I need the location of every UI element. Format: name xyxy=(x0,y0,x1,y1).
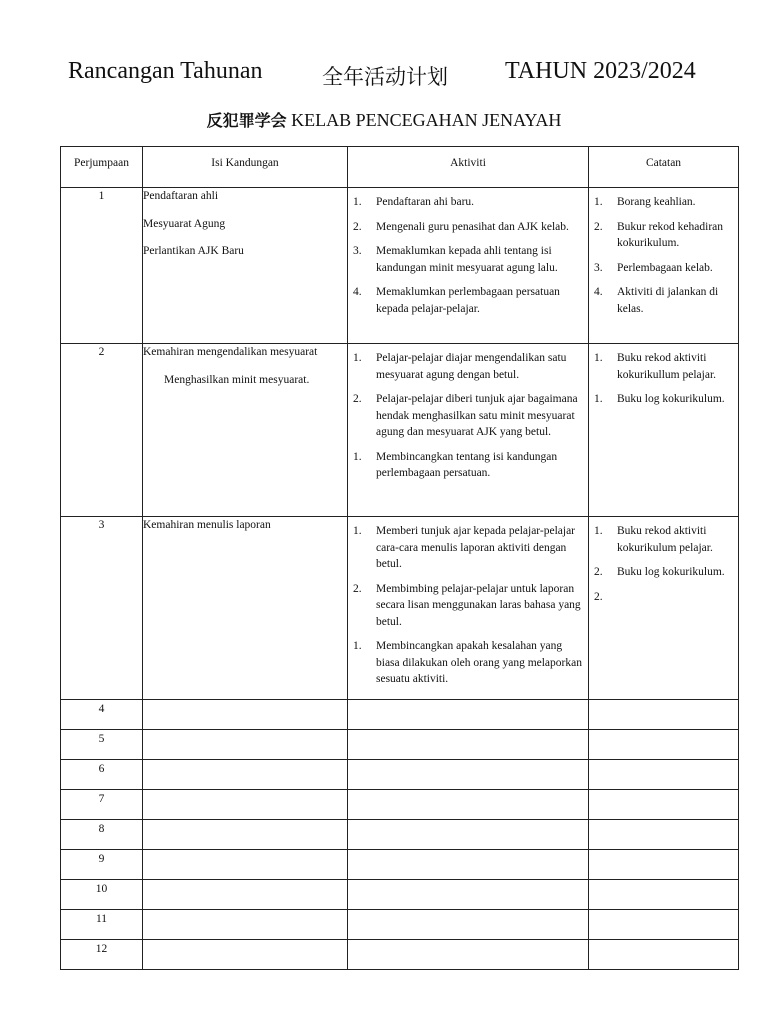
meeting-number: 3 xyxy=(61,517,143,700)
activity-cell xyxy=(348,344,589,517)
list-item xyxy=(353,523,582,573)
content-cell xyxy=(143,850,348,880)
annual-plan-table xyxy=(60,146,739,970)
notes-cell xyxy=(589,940,739,970)
list-item xyxy=(353,391,582,441)
content-cell xyxy=(143,820,348,850)
item-text: Pendaftaran ahi baru. xyxy=(376,196,475,208)
header-catatan: Catatan xyxy=(589,147,739,188)
header-perjumpaan: Perjumpaan xyxy=(61,147,143,188)
meeting-number: 5 xyxy=(61,730,143,760)
item-text: Perlembagaan kelab. xyxy=(617,261,713,274)
notes-cell xyxy=(589,850,739,880)
list-item xyxy=(594,564,732,581)
content-line: Kemahiran menulis laporan xyxy=(143,519,271,531)
activity-cell xyxy=(348,730,589,760)
item-text: Mengenali guru penasihat dan AJK kelab. xyxy=(376,220,569,233)
meeting-number: 8 xyxy=(61,820,143,850)
content-cell xyxy=(143,940,348,970)
content-cell xyxy=(143,790,348,820)
activity-cell xyxy=(348,940,589,970)
list-item xyxy=(353,449,582,482)
table-row xyxy=(61,820,739,850)
activity-list xyxy=(348,188,588,323)
notes-cell xyxy=(589,880,739,910)
list-item xyxy=(594,350,732,383)
item-number: 2. xyxy=(594,566,603,578)
list-item xyxy=(353,243,582,276)
header-isi-kandungan: Isi Kandungan xyxy=(143,147,348,188)
club-name xyxy=(0,108,768,131)
notes-list xyxy=(589,188,738,323)
content-cell xyxy=(143,910,348,940)
list-item xyxy=(353,638,582,688)
activity-cell xyxy=(348,850,589,880)
table-row xyxy=(61,188,739,344)
item-text: Memaklumkan perlembagaan persatuan kepada pelajar-pelajar. xyxy=(376,286,560,315)
list-item xyxy=(594,391,732,408)
item-number: 3. xyxy=(594,261,603,274)
list-item xyxy=(353,581,582,631)
content-cell xyxy=(143,700,348,730)
activity-cell xyxy=(348,700,589,730)
notes-list xyxy=(589,344,738,414)
item-number: 2. xyxy=(594,220,603,233)
content-line: Pendaftaran ahli xyxy=(143,190,219,202)
item-number: 1. xyxy=(594,525,603,537)
item-text: Membincangkan tentang isi kandungan perlembagaan persatuan. xyxy=(376,450,558,479)
activity-cell xyxy=(348,790,589,820)
item-text: Pelajar-pelajar diajar mengendalikan satu mesyuarat agung dengan betul. xyxy=(376,352,567,381)
title-chinese: 全年活动计划 xyxy=(322,65,448,89)
table-row xyxy=(61,880,739,910)
meeting-number: 2 xyxy=(61,344,143,517)
list-item xyxy=(353,284,582,317)
table-row xyxy=(61,700,739,730)
list-item xyxy=(594,589,732,606)
list-item xyxy=(594,194,732,211)
notes-cell xyxy=(589,344,739,517)
content-line: Perlantikan AJK Baru xyxy=(143,245,244,257)
table-row xyxy=(61,790,739,820)
notes-cell xyxy=(589,700,739,730)
table-row xyxy=(61,850,739,880)
table-row xyxy=(61,730,739,760)
document-title xyxy=(0,58,768,98)
item-number: 1. xyxy=(353,640,362,652)
item-number: 2. xyxy=(594,590,603,603)
list-item xyxy=(594,523,732,556)
item-text: Pelajar-pelajar diberi tunjuk ajar bagaimana hendak menghasilkan satu minit mesyuarat agung dan mesyuarat AJK yang betul. xyxy=(376,393,578,438)
activity-cell xyxy=(348,760,589,790)
content-line: Menghasilkan minit mesyuarat. xyxy=(164,373,310,386)
item-number: 1. xyxy=(594,352,603,364)
meeting-number: 1 xyxy=(61,188,143,344)
meeting-number: 6 xyxy=(61,760,143,790)
activity-cell xyxy=(348,910,589,940)
item-number: 1. xyxy=(353,450,362,463)
notes-cell xyxy=(589,760,739,790)
content-cell xyxy=(143,760,348,790)
table-row xyxy=(61,760,739,790)
notes-cell xyxy=(589,517,739,700)
meeting-number: 7 xyxy=(61,790,143,820)
table-row xyxy=(61,517,739,700)
club-name-chinese: 反犯罪学会 xyxy=(206,111,287,130)
item-text: Membimbing pelajar-pelajar untuk laporan secara lisan menggunakan laras bahasa yang betul. xyxy=(376,582,581,628)
item-text: Buku rekod aktiviti kokurikulum pelajar. xyxy=(617,525,713,554)
item-text xyxy=(617,589,732,606)
content-cell xyxy=(143,344,348,517)
table-row xyxy=(61,940,739,970)
meeting-number: 12 xyxy=(61,940,143,970)
content-cell xyxy=(143,880,348,910)
content-cell xyxy=(143,188,348,344)
table-row xyxy=(61,344,739,517)
activity-cell xyxy=(348,517,589,700)
item-text: Memaklumkan kepada ahli tentang isi kandungan minit mesyuarat agung lalu. xyxy=(376,245,558,274)
content-line: Mesyuarat Agung xyxy=(143,217,226,230)
meeting-number: 10 xyxy=(61,880,143,910)
meeting-number: 4 xyxy=(61,700,143,730)
meeting-number: 11 xyxy=(61,910,143,940)
club-name-malay: KELAB PENCEGAHAN JENAYAH xyxy=(291,110,562,130)
item-number: 3. xyxy=(353,245,362,257)
content-cell xyxy=(143,730,348,760)
item-text: Buku log kokurikulum. xyxy=(617,566,725,578)
list-item xyxy=(594,260,732,277)
list-item xyxy=(353,194,582,211)
list-item xyxy=(353,219,582,236)
notes-list xyxy=(589,517,738,611)
item-number: 2. xyxy=(353,582,362,595)
item-number: 4. xyxy=(353,286,362,298)
item-text: Buku rekod aktiviti kokurikullum pelajar. xyxy=(617,352,717,381)
item-number: 2. xyxy=(353,393,362,405)
item-text: Bukur rekod kehadiran kokurikulum. xyxy=(617,220,724,249)
notes-cell xyxy=(589,820,739,850)
list-item xyxy=(353,350,582,383)
item-number: 1. xyxy=(353,525,362,537)
activity-cell xyxy=(348,880,589,910)
content-cell xyxy=(143,517,348,700)
title-year: TAHUN 2023/2024 xyxy=(505,58,696,84)
notes-cell xyxy=(589,910,739,940)
item-number: 4. xyxy=(594,286,603,298)
activity-cell xyxy=(348,820,589,850)
item-number: 1. xyxy=(353,196,362,208)
item-number: 1. xyxy=(594,196,603,208)
table-row xyxy=(61,910,739,940)
item-text: Membincangkan apakah kesalahan yang biasa dilakukan oleh orang yang melaporkan sesuatu aktiviti. xyxy=(376,640,582,685)
notes-cell xyxy=(589,188,739,344)
item-number: 1. xyxy=(353,352,362,364)
notes-cell xyxy=(589,790,739,820)
item-text: Memberi tunjuk ajar kepada pelajar-pelajar cara-cara menulis laporan aktiviti dengan betul. xyxy=(376,525,576,570)
item-text: Buku log kokurikulum. xyxy=(617,393,725,405)
title-malay: Rancangan Tahunan xyxy=(68,58,263,84)
activity-list xyxy=(348,517,588,694)
header-aktiviti: Aktiviti xyxy=(348,147,589,188)
activity-list xyxy=(348,344,588,488)
list-item xyxy=(594,284,732,317)
list-item xyxy=(594,219,732,252)
meeting-number: 9 xyxy=(61,850,143,880)
item-number: 2. xyxy=(353,220,362,233)
notes-cell xyxy=(589,730,739,760)
item-text: Borang keahlian. xyxy=(617,196,696,208)
activity-cell xyxy=(348,188,589,344)
item-number: 1. xyxy=(594,393,603,405)
content-line: Kemahiran mengendalikan mesyuarat xyxy=(143,346,318,358)
item-text: Aktiviti di jalankan di kelas. xyxy=(617,286,719,315)
table-header-row xyxy=(61,147,739,188)
